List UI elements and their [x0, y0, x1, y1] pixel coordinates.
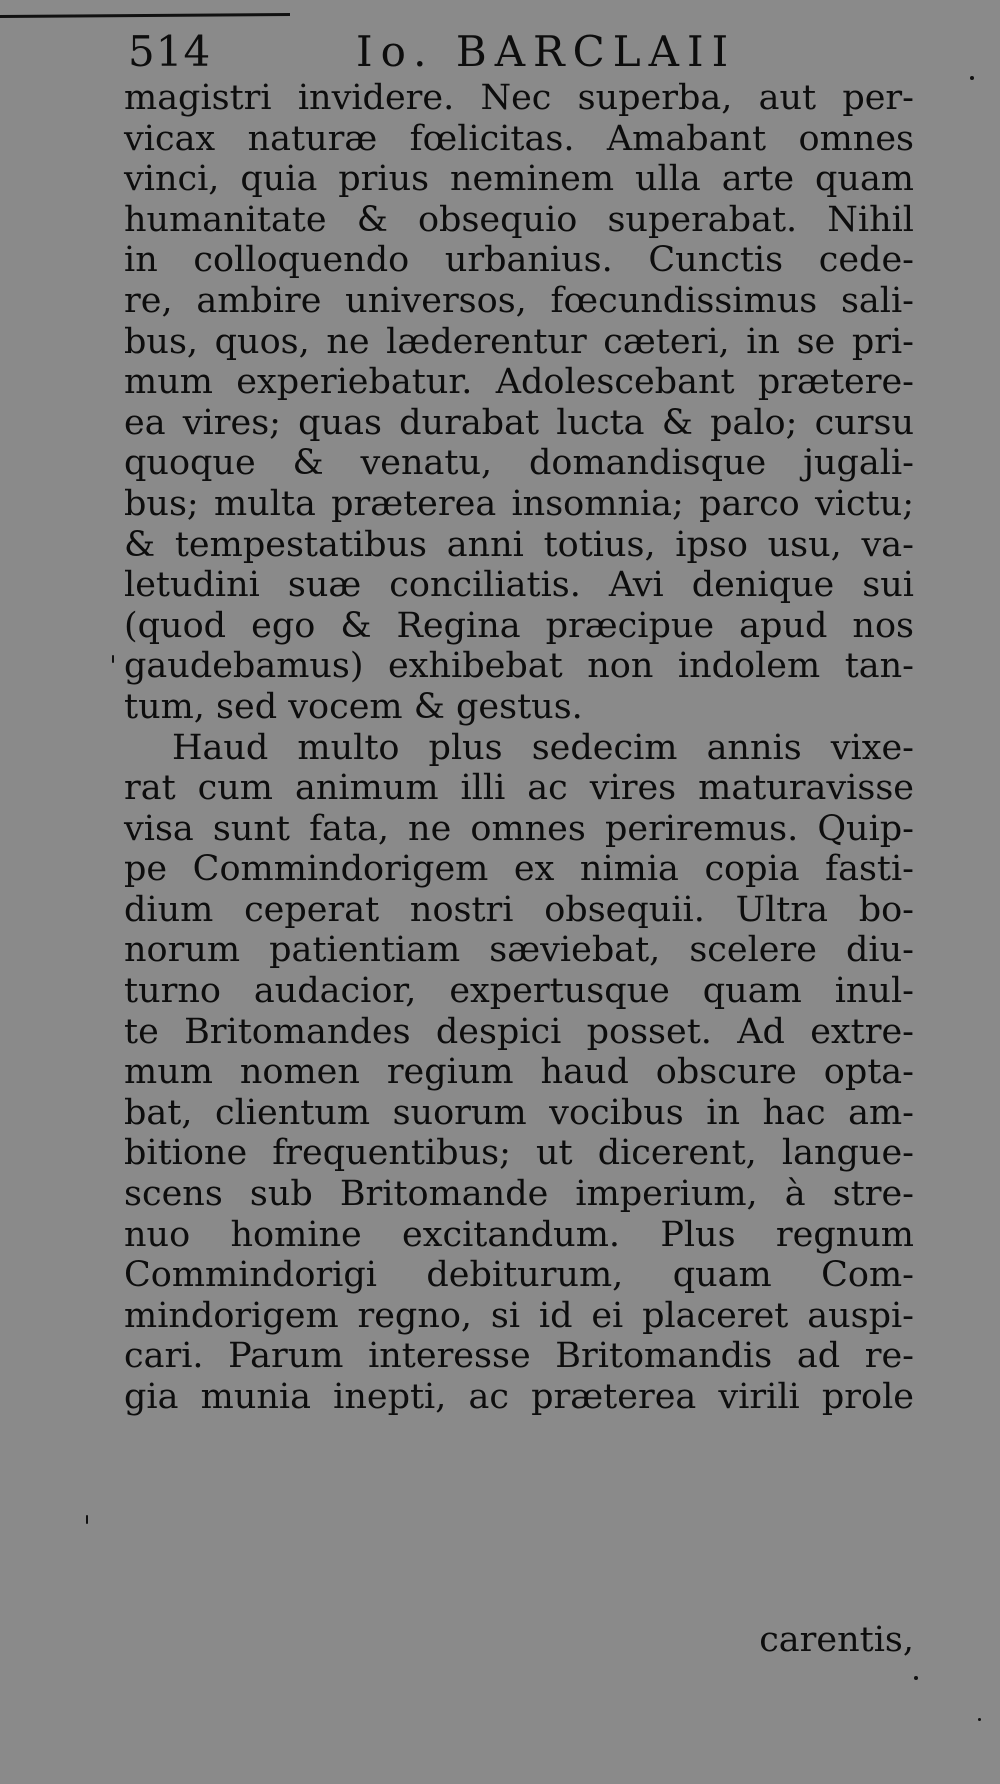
text-line: bat, clientum suorum vocibus in hac am- [124, 1092, 914, 1133]
text-line: mum experiebatur. Adolescebant prætere- [124, 362, 914, 403]
text-line: in colloquendo urbanius. Cunctis cede- [124, 240, 914, 281]
text-line: gaudebamus) exhibebat non indolem tan- [124, 646, 914, 687]
text-line: (quod ego & Regina præcipue apud nos [124, 605, 914, 646]
text-line: magistri invidere. Nec superba, aut per- [124, 78, 914, 118]
text-line: turno audacior, expertusque quam inul- [124, 971, 914, 1012]
text-line: bitione frequentibus; ut dicerent, langue- [124, 1133, 914, 1174]
paragraph [124, 728, 914, 1418]
text-line: vinci, quia prius neminem ulla arte quam [124, 159, 914, 200]
paragraph [124, 78, 914, 728]
text-line: cari. Parum interesse Britomandis ad re- [124, 1336, 914, 1377]
text-line: Haud multo plus sedecim annis vixe- [172, 727, 914, 768]
text-line: quoque & venatu, domandisque jugali- [124, 443, 914, 484]
text-line: letudini suæ conciliatis. Avi denique sui [124, 565, 914, 606]
text-line: pe Commindorigem ex nimia copia fasti- [124, 849, 914, 890]
ink-speck [914, 1676, 918, 1680]
ink-speck [112, 655, 114, 663]
ink-speck [86, 1515, 88, 1524]
catchword: carentis, [759, 1620, 914, 1660]
text-line: rat cum animum illi ac vires maturavisse [124, 768, 914, 809]
text-line: humanitate & obsequio superabat. Nihil [124, 199, 914, 240]
text-line: nuo homine excitandum. Plus regnum [124, 1214, 914, 1255]
text-line: norum patientiam sæviebat, scelere diu- [124, 930, 914, 971]
text-line: mindorigem regno, si id ei placeret auspi- [124, 1295, 914, 1336]
page-number: 514 [128, 27, 212, 76]
body-text [124, 78, 914, 1418]
text-line: bus, quos, ne læderentur cæteri, in se pri- [124, 321, 914, 362]
text-line: Commindorigi debiturum, quam Com- [124, 1255, 914, 1296]
text-line: tum, sed vocem & gestus. [124, 686, 583, 727]
ink-speck [978, 1718, 981, 1721]
text-line: re, ambire universos, fœcundissimus sali- [124, 280, 914, 321]
ink-speck [970, 76, 974, 80]
text-line: vicax naturæ fœlicitas. Amabant omnes [124, 118, 914, 159]
text-line: dium ceperat nostri obsequii. Ultra bo- [124, 889, 914, 930]
text-line: ea vires; quas durabat lucta & palo; cursu [124, 402, 914, 443]
text-line: bus; multa præterea insomnia; parco victu; [124, 483, 914, 524]
running-head: Io. BARCLAII [356, 27, 737, 76]
text-line: gia munia inepti, ac præterea virili prole [124, 1377, 914, 1417]
text-line: te Britomandes despici posset. Ad extre- [124, 1011, 914, 1052]
top-rule [0, 13, 290, 18]
text-line: visa sunt fata, ne omnes periremus. Quip- [124, 808, 914, 849]
text-line: & tempestatibus anni totius, ipso usu, va- [124, 524, 914, 565]
text-line: scens sub Britomande imperium, à stre- [124, 1174, 914, 1215]
page-header [128, 22, 778, 82]
text-line: mum nomen regium haud obscure opta- [124, 1052, 914, 1093]
